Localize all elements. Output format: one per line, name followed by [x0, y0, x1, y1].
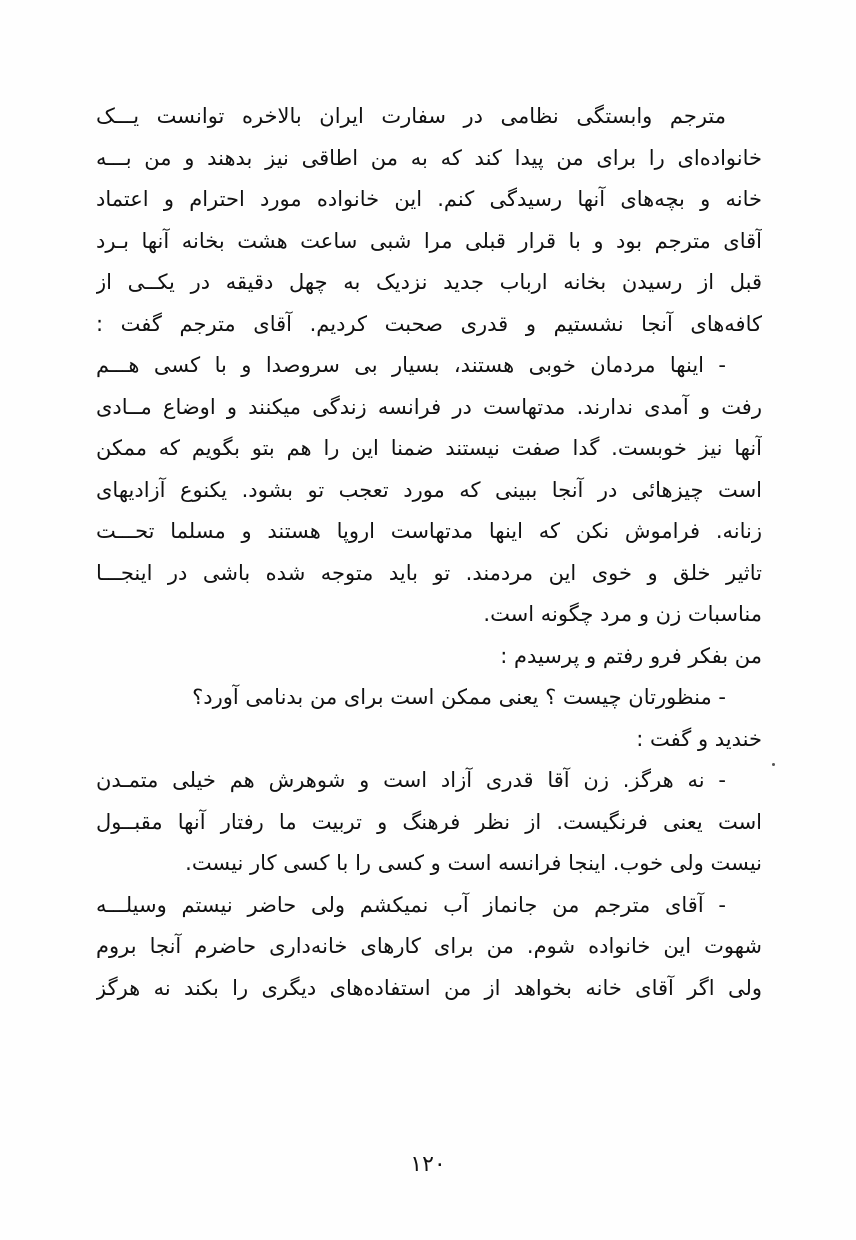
text-line: تاثیر خلق و خوی این مردمند. تو باید متوجه شده باشی در اینجـــا — [96, 560, 762, 585]
text-line: خانه و بچه‌های آنها رسیدگی کنم. این خانواده مورد احترام و اعتماد — [96, 187, 762, 211]
scan-speck — [772, 763, 775, 766]
text-line: - منظورتان چیست ؟ یعنی ممکن است برای من بدنامی آورد؟ — [192, 685, 726, 709]
text-line: ولی اگر آقای خانه بخواهد از من استفاده‌های دیگری را بکند نه هرگز — [96, 975, 762, 1000]
text-line: - آقای مترجم من جانماز آب نمیکشم ولی حاضر نیستم وسیلـــه — [96, 892, 726, 917]
text-line: است چیزهائی در آنجا ببینی که مورد تعجب تو بشود. یکنوع آزادیهای — [96, 477, 762, 502]
text-line: - نه هرگز. زن آقا قدری آزاد است و شوهرش هم خیلی متمـدن — [96, 768, 726, 792]
text-line: مناسبات زن و مرد چگونه است. — [483, 602, 762, 626]
text-line: رفت و آمدی ندارند. مدتهاست در فرانسه زندگی میکنند و اوضاع مــادی — [96, 394, 762, 419]
text-line: قبل از رسیدن بخانه ارباب جدید نزدیک به چهل دقیقه در یکــی از — [96, 270, 762, 294]
body-text — [96, 96, 762, 1009]
page-number: ١٢٠ — [410, 1152, 446, 1177]
text-line: خندید و گفت : — [636, 726, 762, 751]
text-line: آنها نیز خوبست. گدا صفت نیستند ضمنا این را هم بتو بگویم که ممکن — [96, 436, 762, 460]
text-line: من بفکر فرو رفتم و پرسیدم : — [500, 643, 762, 668]
text-line: کافه‌های آنجا نشستیم و قدری صحبت کردیم. آقای مترجم گفت : — [96, 311, 762, 336]
text-line: شهوت این خانواده شوم. من برای کارهای خانه‌داری حاضرم آنجا بروم — [96, 934, 762, 958]
text-line: است یعنی فرنگیست. از نظر فرهنگ و تربیت ما رفتار آنها مقبــول — [96, 809, 762, 834]
text-line: مترجم وابستگی نظامی در سفارت ایران بالاخره توانست یـــک — [96, 104, 726, 128]
text-line: زنانه. فراموش نکن که اینها مدتهاست اروپا هستند و مسلما تحـــت — [96, 519, 762, 543]
text-line: نیست ولی خوب. اینجا فرانسه است و کسی را با کسی کار نیست. — [185, 851, 762, 875]
text-line: آقای مترجم بود و با قرار قبلی مرا شبی ساعت هشت بخانه آنها بـرد — [96, 228, 762, 253]
text-line: خانواده‌ای را برای من پیدا کند که به من اطاقی نیز بدهند و من بـــه — [96, 145, 762, 170]
text-line: - اینها مردمان خوبی هستند، بسیار بی سروصدا و با کسی هـــم — [96, 353, 726, 377]
